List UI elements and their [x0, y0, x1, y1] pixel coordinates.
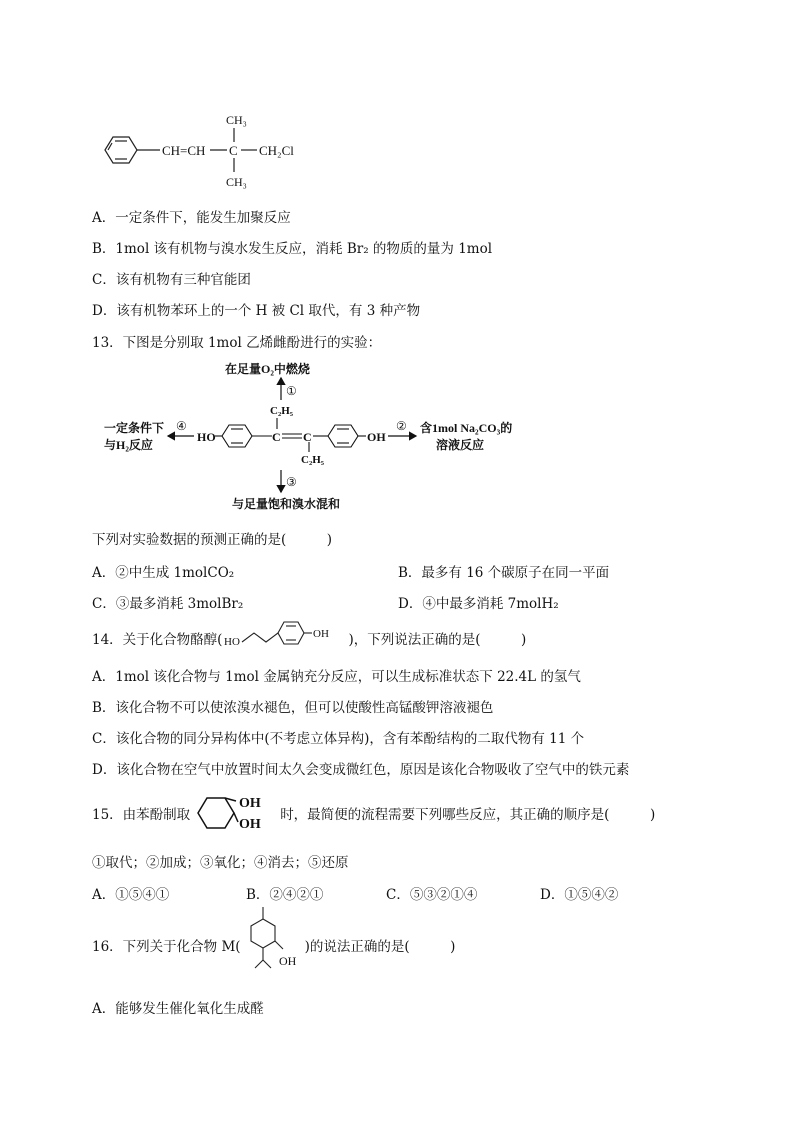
q15-stem-post: 时，最简便的流程需要下列哪些反应，其正确的顺序是( ) — [280, 807, 656, 823]
q15-option-b: B．②④②① — [246, 887, 324, 903]
q13-reaction-diagram — [100, 356, 550, 514]
ch3-top: CH₃ — [226, 113, 247, 127]
q14-option-b: B．该化合物不可以使浓溴水褪色，但可以使酸性高锰酸钾溶液褪色 — [92, 700, 494, 716]
phenol-ring-left — [222, 425, 252, 447]
phenol-ring-right — [328, 425, 358, 447]
q14-option-d: D．该化合物在空气中放置时间太久会变成微红色，原因是该化合物吸收了空气中的铁元素 — [92, 762, 630, 778]
q15-stem-pre: 15．由苯酚制取 — [92, 807, 191, 823]
q15-option-d: D．①⑤④② — [540, 887, 619, 903]
diagram-bottom-label: 与足量饱和溴水混和 — [232, 497, 341, 511]
chain-text: CH=CH — [162, 143, 206, 158]
q15-option-a: A．①⑤④① — [92, 887, 170, 903]
right-label-1: 含1mol Na₂CO₃的 — [420, 421, 513, 435]
left-label-2: 与H₂反应 — [104, 438, 153, 452]
q12-option-d: D．该有机物苯环上的一个 H 被 Cl 取代，有 3 种产物 — [92, 303, 421, 319]
cyclohexanediol-structure — [192, 792, 278, 834]
q16-stem — [92, 905, 455, 979]
diagram-top-label: 在足量O₂中燃烧 — [225, 362, 310, 376]
q14-stem — [92, 627, 526, 649]
q16-option-a: A．能够发生催化氧化生成醛 — [92, 1001, 264, 1017]
q14-stem-post: )，下列说法正确的是( ) — [348, 632, 527, 648]
c2h5-top: C₂H₅ — [270, 405, 294, 417]
tyrosol-structure — [222, 613, 348, 649]
q12-option-a: A．一定条件下，能发生加聚反应 — [92, 210, 291, 226]
q12-option-b: B．1mol 该有机物与溴水发生反应，消耗 Br₂ 的物质的量为 1mol — [92, 241, 493, 257]
ch3-bottom: CH₃ — [226, 175, 247, 189]
q12-structure-figure — [96, 108, 336, 192]
carbon-left: C — [272, 430, 281, 444]
q14-option-c: C．该化合物的同分异构体中(不考虑立体异构)，含有苯酚结构的二取代物有 11 个 — [92, 731, 585, 747]
diagram-n2: ② — [396, 419, 407, 433]
tyrosol-oh: OH — [313, 628, 330, 640]
q12-option-c: C．该有机物有三种官能团 — [92, 272, 251, 288]
q13-option-c: C．③最多消耗 3molBr₂ — [92, 596, 244, 612]
c2h5-bottom: C₂H₅ — [301, 454, 325, 466]
q15-option-c: C．⑤③②①④ — [386, 887, 478, 903]
menthol-structure — [241, 905, 305, 979]
diagram-n1: ① — [286, 384, 297, 398]
q16-stem-post: )的说法正确的是( ) — [304, 939, 456, 955]
q13-option-a: A．②中生成 1molCO₂ — [92, 565, 235, 581]
q16-stem-pre: 16．下列关于化合物 M( — [92, 939, 241, 955]
oh-right: OH — [367, 430, 386, 444]
q13-option-d: D．④中最多消耗 7molH₂ — [398, 596, 559, 612]
diagram-n3: ③ — [286, 475, 297, 489]
q15-reactions: ①取代；②加成；③氧化；④消去；⑤还原 — [92, 855, 349, 871]
benzene-ring — [105, 137, 160, 163]
q15-stem — [92, 792, 655, 834]
q13-stem: 13．下图是分别取 1mol 乙烯雌酚进行的实验： — [92, 335, 382, 351]
central-carbon: C — [229, 143, 238, 158]
q13-option-b: B．最多有 16 个碳原子在同一平面 — [398, 565, 610, 581]
ch2cl-group: CH₂Cl — [259, 143, 294, 158]
ho-left: HO — [197, 430, 216, 444]
diol-oh-1: OH — [239, 796, 261, 811]
q13-question: 下列对实验数据的预测正确的是( ) — [92, 532, 333, 548]
right-label-2: 溶液反应 — [436, 438, 485, 452]
menthol-oh: OH — [278, 954, 296, 968]
diol-oh-2: OH — [239, 817, 261, 832]
q14-stem-pre: 14．关于化合物酪醇( — [92, 632, 223, 648]
q14-option-a: A．1mol 该化合物与 1mol 金属钠充分反应，可以生成标准状态下 22.4L 的氢气 — [92, 669, 581, 685]
carbon-right: C — [303, 430, 312, 444]
left-label-1: 一定条件下 — [104, 421, 165, 435]
diagram-n4: ④ — [176, 419, 187, 433]
tyrosol-ho: HO — [224, 636, 241, 648]
